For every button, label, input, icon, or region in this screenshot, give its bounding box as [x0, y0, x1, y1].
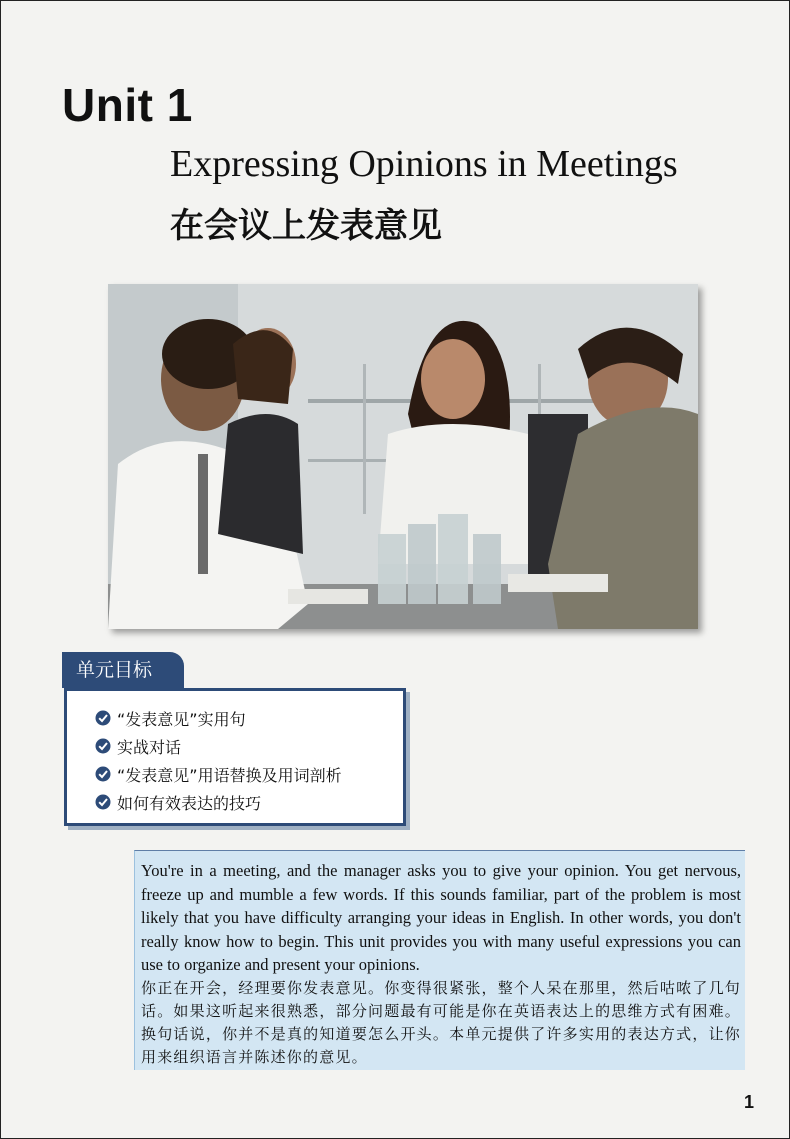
meeting-photo [108, 284, 698, 629]
intro-english: You're in a meeting, and the manager asks you to give your opinion. You get nervous, freeze up and mumble a few words. If this sounds familiar, part of the problem is most likely that you have difficulty arranging your ideas in English. In other words, you don't really know how to begin. This unit provides you with many useful expressions you can use to organize and present your opinions. [141, 861, 741, 974]
goal-text: “发表意见”实用句 [117, 709, 246, 729]
goal-item [95, 705, 246, 731]
check-circle-icon [95, 766, 111, 782]
goal-text: 如何有效表达的技巧 [117, 793, 262, 813]
unit-heading: Unit 1 [62, 79, 193, 131]
goal-item [95, 761, 342, 787]
goal-item [95, 789, 261, 815]
meeting-photo-illustration [108, 284, 698, 629]
title-chinese: 在会议上发表意见 [170, 206, 442, 246]
page-number: 1 [744, 1092, 755, 1112]
goals-box [64, 688, 406, 826]
check-circle-icon [95, 738, 111, 754]
goal-text: “发表意见”用语替换及用词剖析 [117, 765, 342, 785]
goals-tab: 单元目标 [62, 652, 184, 688]
goal-text: 实战对话 [117, 737, 182, 757]
check-circle-icon [95, 710, 111, 726]
title-english: Expressing Opinions in Meetings [170, 143, 678, 185]
intro-box [134, 850, 745, 1070]
check-circle-icon [95, 794, 111, 810]
goal-item [95, 733, 181, 759]
intro-chinese: 你正在开会，经理要你发表意见。你变得很紧张，整个人呆在那里，然后咕哝了几句话。如果这听起来很熟悉，部分问题最有可能是你在英语表达上的思维方式有困难。换句话说，你并不是真的知道要怎么开头。本单元提供了许多实用的表达方式，让你用来组织语言并陈述你的意见。 [141, 978, 741, 1066]
